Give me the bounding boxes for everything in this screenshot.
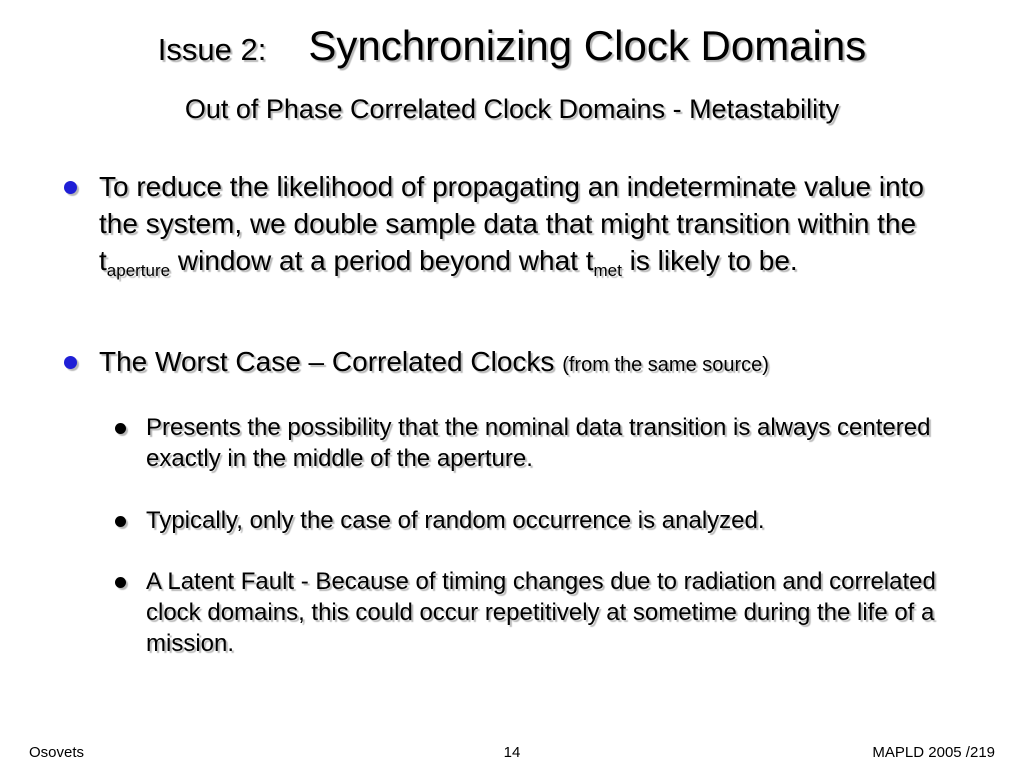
subscript-met: met <box>593 261 622 280</box>
sub-bullet-dot-icon <box>115 423 126 434</box>
sub-bullet-item-1 <box>115 412 975 474</box>
bullet-dot-icon <box>64 181 77 194</box>
footer-author: Osovets <box>29 744 85 761</box>
sub-bullet-item-2 <box>115 505 975 536</box>
bullet-note: (from the same source) <box>562 354 769 376</box>
sub-bullet-dot-icon <box>115 516 126 527</box>
title-issue-label: Issue 2: <box>157 32 267 67</box>
sub-bullet-text: Presents the possibility that the nominal data transition is always centered exactly in the middle of the aperture. <box>146 414 931 472</box>
title-main: Synchronizing Clock Domains <box>308 22 867 69</box>
slide-title <box>0 22 1024 70</box>
bullet-item-2 <box>64 343 964 384</box>
sub-bullet-text: A Latent Fault - Because of timing changes due to radiation and correlated clock domains, this could occur repetitively at sometime during the life of a mission. <box>146 568 936 657</box>
footer-page-number: 14 <box>503 744 521 761</box>
sub-bullet-dot-icon <box>115 577 126 588</box>
sub-bullet-item-3 <box>115 566 975 659</box>
bullet-dot-icon <box>64 356 77 369</box>
bullet-item-1 <box>64 168 964 279</box>
slide-subtitle: Out of Phase Correlated Clock Domains - Metastability <box>184 94 840 124</box>
subscript-aperture: aperture <box>106 261 171 280</box>
bullet-text: The Worst Case – Correlated Clocks (from the same source) <box>99 346 769 377</box>
footer-reference: MAPLD 2005 /219 <box>872 744 995 761</box>
bullet-text: To reduce the likelihood of propagating an indeterminate value into the system, we double sample data that might transition within the $t_{aperture}$ window at a period beyond what $t_{met}$ is likely to be. <box>99 171 925 280</box>
sub-bullet-text: Typically, only the case of random occurrence is analyzed. <box>146 507 765 534</box>
